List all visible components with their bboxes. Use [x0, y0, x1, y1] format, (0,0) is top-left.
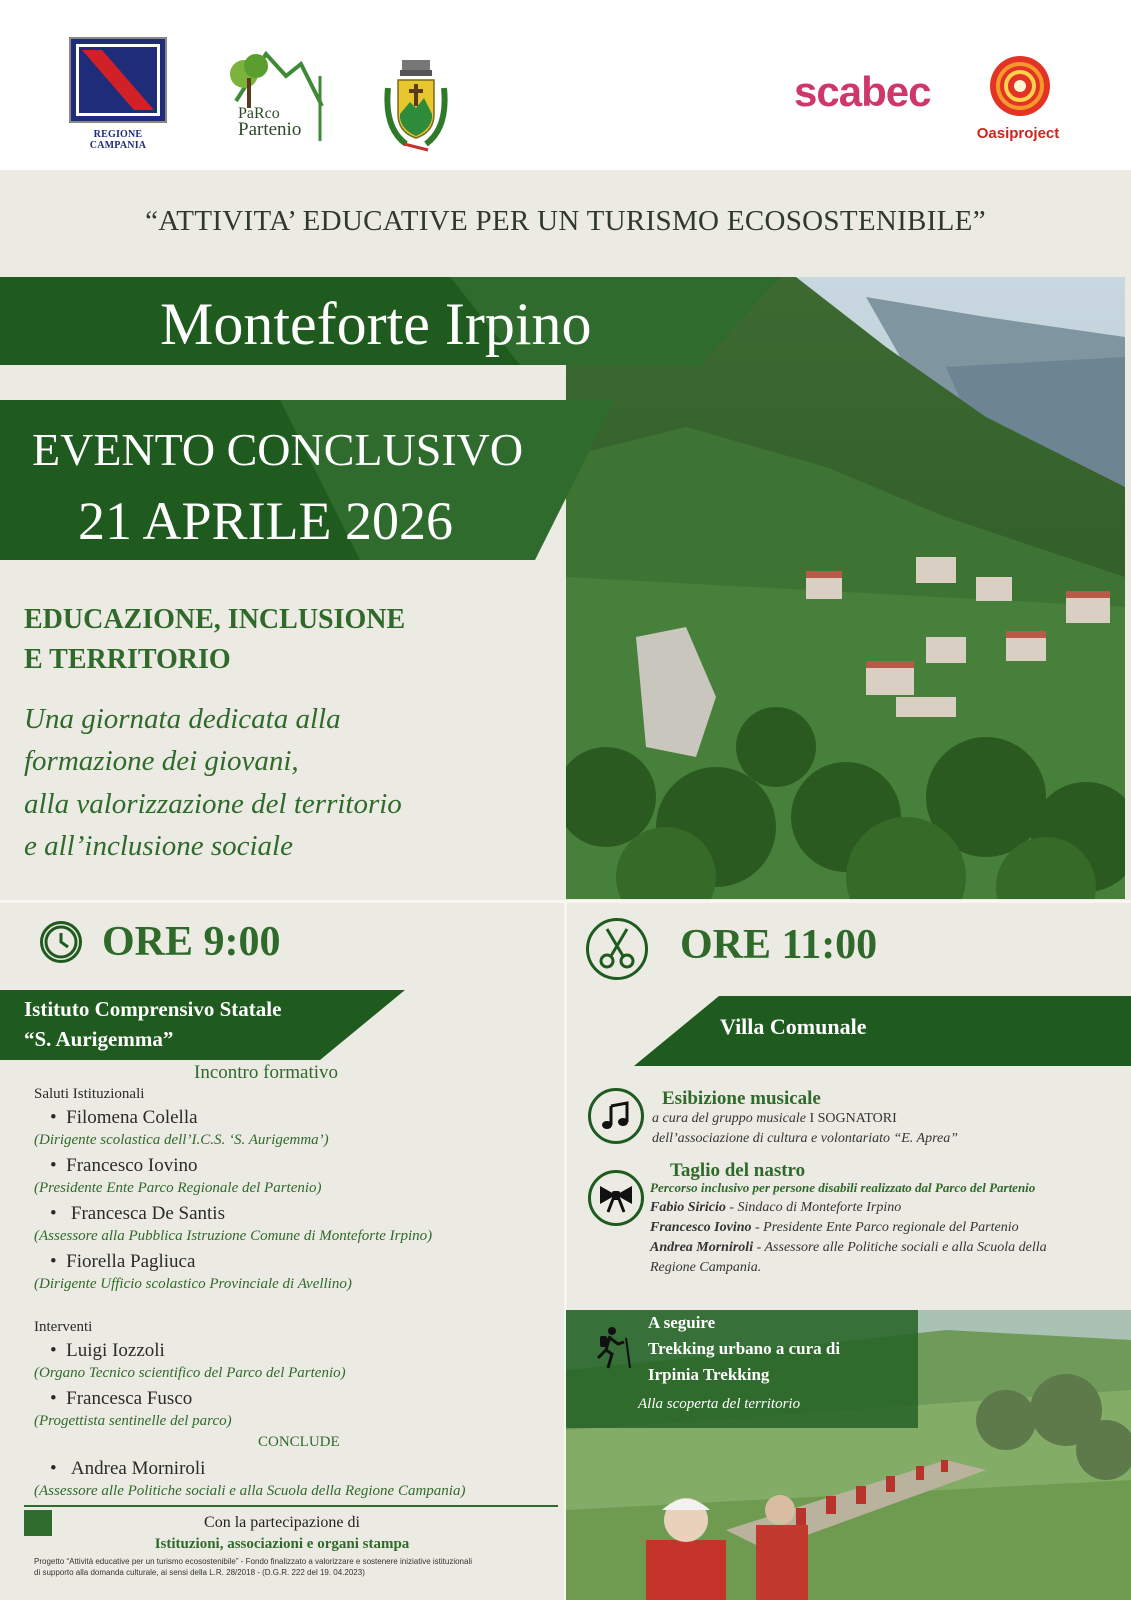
ribbon-person-name: Francesco Iovino [650, 1220, 752, 1235]
list-item: • Francesca Fusco [50, 1388, 193, 1409]
school-name-2: “S. Aurigemma” [24, 1027, 174, 1051]
project-tagline: “ATTIVITA’ EDUCATIVE PER UN TURISMO ECOSOSTENIBILE” [145, 205, 986, 237]
regione-campania-logo [68, 36, 168, 151]
oasiproject-logo [972, 54, 1062, 144]
person-name: Luigi Iozzoli [66, 1340, 165, 1361]
person-role: (Dirigente scolastica dell’I.C.S. ‘S. Aurigemma’) [34, 1132, 329, 1148]
footer-note-1: Progetto “Attività educative per un turismo ecosostenibile” - Fondo finalizzato a valorizzare e sostenere iniziative istituzionali [34, 1557, 472, 1566]
ribbon-person [650, 1220, 1019, 1236]
ribbon-person-last: Regione Campania. [650, 1260, 762, 1275]
list-item: • Andrea Morniroli [50, 1458, 206, 1479]
session-title: Incontro formativo [194, 1062, 339, 1083]
person-name: Francesca De Santis [70, 1203, 225, 1224]
school-name: Istituto Comprensivo Statale [24, 997, 282, 1021]
ribbon-person-role: - Presidente Ente Parco regionale del Partenio [751, 1220, 1019, 1235]
scissors-icon [586, 918, 648, 980]
person-name: Fiorella Pagliuca [66, 1251, 196, 1272]
hiker-icon [588, 1324, 636, 1372]
music-association: dell’associazione di cultura e volontariato “E. Aprea” [652, 1131, 959, 1146]
footer-participation: Con la partecipazione di [204, 1514, 360, 1531]
event-date: 21 APRILE 2026 [78, 491, 454, 551]
person-name: Francesca Fusco [66, 1388, 193, 1409]
person-name: Filomena Colella [66, 1107, 198, 1128]
interventi-label: Interventi [34, 1319, 93, 1335]
saluti-label: Saluti Istituzionali [34, 1086, 145, 1102]
conclude-label: CONCLUDE [258, 1434, 340, 1450]
ribbon-person-name: Fabio Siricio [650, 1200, 726, 1215]
city-title: Monteforte Irpino [160, 291, 592, 357]
parco-partenio-logo [226, 46, 326, 146]
villa-name: Villa Comunale [720, 1014, 867, 1039]
parco-logo-line1: PaRco [238, 105, 280, 122]
list-item: • Luigi Iozzoli [50, 1340, 165, 1361]
music-group-name: I SOGNATORI [809, 1111, 897, 1126]
person-role: (Organo Tecnico scientifico del Parco del Partenio) [34, 1365, 346, 1381]
event-title: EVENTO CONCLUSIVO [32, 424, 524, 475]
theme-line-1: EDUCAZIONE, INCLUSIONE [24, 604, 406, 635]
ribbon-person-name: Andrea Morniroli [650, 1240, 754, 1255]
ribbon-person [650, 1200, 901, 1216]
description-line-4: e all’inclusione sociale [24, 830, 293, 862]
footer-organizations: Istituzioni, associazioni e organi stampa [154, 1536, 410, 1552]
regione-campania-text: REGIONE CAMPANIA [89, 129, 147, 151]
footer-note-2: di supporto alla domanda culturale, ai sensi della L.R. 28/2018 - (D.G.R. 222 del 19. 04.2023) [34, 1568, 365, 1577]
music-title: Esibizione musicale [662, 1088, 821, 1109]
villa-banner [634, 996, 1131, 1066]
list-item: • Filomena Colella [50, 1107, 198, 1128]
person-role: (Presidente Ente Parco Regionale del Partenio) [34, 1180, 322, 1196]
trekking-organizer: Irpinia Trekking [648, 1365, 770, 1384]
music-group-prefix: a cura del gruppo musicale [652, 1111, 810, 1126]
oasiproject-text: Oasiproject [976, 125, 1060, 142]
music-group [652, 1111, 897, 1127]
mountain-village-photo [566, 277, 1125, 899]
ribbon-subtitle: Percorso inclusivo per persone disabili realizzato dal Parco del Partenio [650, 1180, 1036, 1195]
list-item: • Francesca De Santis [50, 1203, 225, 1224]
monteforte-coat-of-arms [380, 58, 452, 154]
trekking-intro: A seguire [648, 1313, 716, 1332]
theme-line-2: E TERRITORIO [24, 644, 231, 675]
list-item: • Fiorella Pagliuca [50, 1251, 196, 1272]
description-line-3: alla valorizzazione del territorio [24, 788, 402, 820]
list-item: • Francesco Iovino [50, 1155, 198, 1176]
person-name: Francesco Iovino [66, 1155, 198, 1176]
person-name: Andrea Morniroli [70, 1458, 206, 1479]
person-role: (Assessore alla Pubblica Istruzione Comune di Monteforte Irpino) [34, 1228, 433, 1244]
music-note-icon [588, 1088, 644, 1144]
ribbon-title: Taglio del nastro [670, 1160, 806, 1181]
parco-logo-line2: Partenio [238, 119, 302, 140]
logo-header [0, 0, 1131, 170]
clock-icon [40, 921, 82, 963]
person-role: (Progettista sentinelle del parco) [34, 1413, 232, 1429]
ribbon-person-role: - Sindaco di Monteforte Irpino [725, 1200, 902, 1215]
person-role: (Dirigente Ufficio scolastico Provinciale di Avellino) [34, 1276, 352, 1292]
scabec-logo: scabec [794, 68, 931, 115]
person-role: (Assessore alle Politiche sociali e alla Scuola della Regione Campania) [34, 1483, 466, 1499]
afternoon-time: ORE 11:00 [680, 922, 878, 968]
ribbon-person-role: - Assessore alle Politiche sociali e alla Scuola della [753, 1240, 1047, 1255]
trekking-title: Trekking urbano a cura di [648, 1339, 841, 1358]
ribbon-bow-icon [588, 1170, 644, 1226]
description-line-2: formazione dei giovani, [24, 745, 299, 777]
trekking-subtitle: Alla scoperta del territorio [638, 1396, 801, 1412]
ribbon-person [650, 1240, 1047, 1256]
morning-time: ORE 9:00 [102, 919, 281, 965]
description-line-1: Una giornata dedicata alla [24, 703, 341, 735]
footer-rule [24, 1505, 558, 1507]
